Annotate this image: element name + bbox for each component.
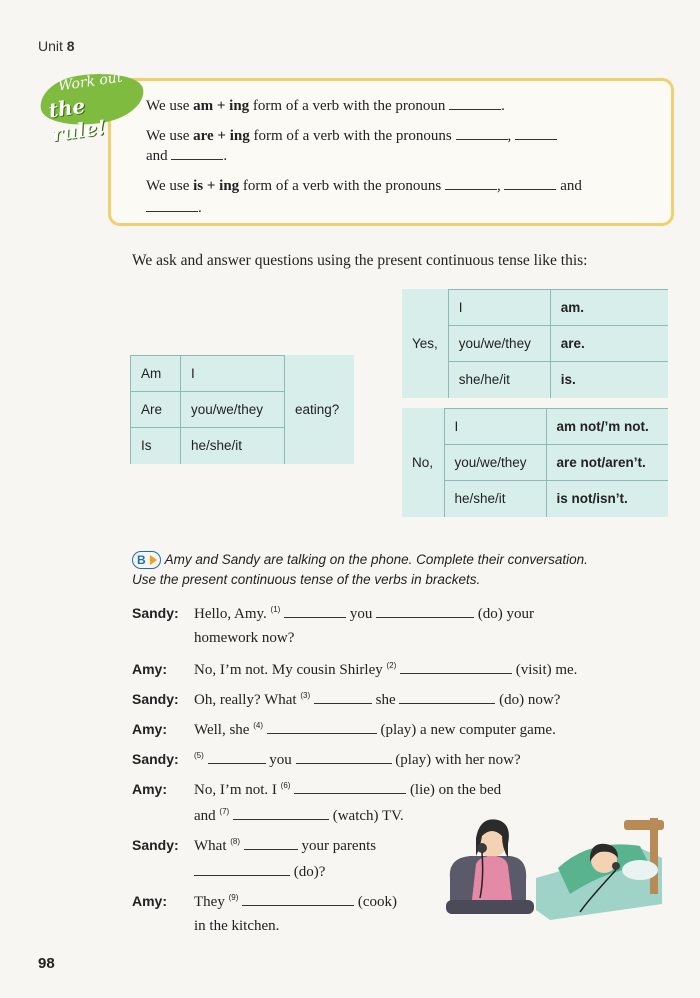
speaker-name: Sandy:	[132, 605, 179, 621]
rule-line-3b: .	[146, 198, 202, 218]
dialogue-line: No, I’m not. I $^{(6)}$ (lie) on the bed	[194, 781, 502, 798]
question-pronoun: you/we/they	[181, 392, 285, 428]
answer-blank[interactable]	[504, 176, 556, 190]
question-pronoun: I	[181, 356, 285, 392]
speaker-name: Amy:	[132, 721, 168, 737]
unit-heading: Unit 8	[38, 38, 75, 54]
answer-blank[interactable]	[445, 176, 497, 190]
answer-blank[interactable]	[208, 750, 266, 764]
rule-line-2: We use are + ing form of a verb with the pronouns ,	[146, 126, 557, 146]
answer-blank[interactable]	[376, 604, 474, 618]
badge-line2: the rule!	[47, 93, 108, 147]
question-verb: Are	[131, 392, 181, 428]
no-pronoun: I	[444, 409, 546, 445]
speaker-name: Sandy:	[132, 751, 179, 767]
speaker-name: Sandy:	[132, 837, 179, 853]
question-table	[130, 355, 354, 464]
dialogue-line: Well, she $^{(4)}$ (play) a new computer game.	[194, 721, 556, 738]
yes-pronoun: I	[448, 290, 550, 326]
question-action: eating?	[285, 356, 355, 464]
answer-blank[interactable]	[449, 96, 501, 110]
answer-blank[interactable]	[399, 690, 495, 704]
answer-blank[interactable]	[242, 892, 354, 906]
yes-label: Yes,	[402, 290, 448, 398]
answer-blank[interactable]	[296, 750, 392, 764]
yes-verb: are.	[550, 326, 668, 362]
answer-blank[interactable]	[294, 780, 406, 794]
answer-blank[interactable]	[400, 660, 512, 674]
answer-blank[interactable]	[515, 126, 557, 140]
no-verb: is not/isn’t.	[546, 481, 668, 517]
page-number: 98	[38, 955, 55, 972]
dialogue-line: They $^{(9)}$ (cook)	[194, 893, 398, 910]
answer-blank[interactable]	[194, 862, 290, 876]
dialogue-line: $^{(5)}$ you (play) with her now?	[194, 751, 521, 768]
no-verb: am not/’m not.	[546, 409, 668, 445]
girls-on-phone-illustration	[440, 808, 670, 928]
no-label: No,	[402, 409, 444, 517]
dialogue-line: No, I’m not. My cousin Shirley $^{(2)}$ (visit) me.	[194, 661, 578, 678]
dialogue-line: Hello, Amy. $^{(1)}$ you (do) your	[194, 605, 535, 622]
dialogue-line-cont: homework now?	[194, 630, 295, 646]
answer-blank[interactable]	[171, 146, 223, 160]
no-table	[402, 408, 668, 517]
speaker-name: Amy:	[132, 781, 168, 797]
answer-blank[interactable]	[267, 720, 377, 734]
speaker-name: Amy:	[132, 893, 168, 909]
no-pronoun: you/we/they	[444, 445, 546, 481]
no-pronoun: he/she/it	[444, 481, 546, 517]
yes-verb: is.	[550, 362, 668, 398]
rule-line-2b: and .	[146, 148, 228, 164]
answer-blank[interactable]	[244, 836, 298, 850]
rule-line-1: We use am + ing form of a verb with the pronoun .	[146, 98, 505, 114]
answer-blank[interactable]	[146, 198, 198, 212]
dialogue-line-cont: and $^{(7)}$ (watch) TV.	[194, 807, 404, 824]
yes-verb: am.	[550, 290, 668, 326]
no-verb: are not/aren’t.	[546, 445, 668, 481]
work-out-the-rule-badge	[40, 69, 144, 147]
play-triangle-icon	[150, 555, 157, 565]
yes-pronoun: she/he/it	[448, 362, 550, 398]
dialogue-line: Oh, really? What $^{(3)}$ she (do) now?	[194, 691, 561, 708]
question-verb: Am	[131, 356, 181, 392]
question-verb: Is	[131, 428, 181, 464]
answer-blank[interactable]	[314, 690, 372, 704]
section-b-instructions: B Amy and Sandy are talking on the phone. Complete their conversation. Use the present continuous tense of the verbs in brackets.	[132, 552, 588, 587]
answer-blank[interactable]	[456, 126, 508, 140]
speaker-name: Sandy:	[132, 691, 179, 707]
badge-line1: Work out	[57, 69, 124, 95]
dialogue-line-cont: in the kitchen.	[194, 918, 280, 934]
question-pronoun: he/she/it	[181, 428, 285, 464]
answer-blank[interactable]	[233, 806, 329, 820]
answer-blank[interactable]	[284, 604, 346, 618]
section-b-badge: B	[132, 551, 161, 569]
dialogue-line-cont: (do)?	[194, 862, 325, 881]
intro-text: We ask and answer questions using the present continuous tense like this:	[132, 252, 588, 269]
rule-line-3: We use is + ing form of a verb with the pronouns , and	[146, 178, 582, 194]
speaker-name: Amy:	[132, 661, 168, 677]
yes-table	[402, 289, 668, 398]
yes-pronoun: you/we/they	[448, 326, 550, 362]
dialogue-line: What $^{(8)}$ your parents	[194, 837, 377, 854]
